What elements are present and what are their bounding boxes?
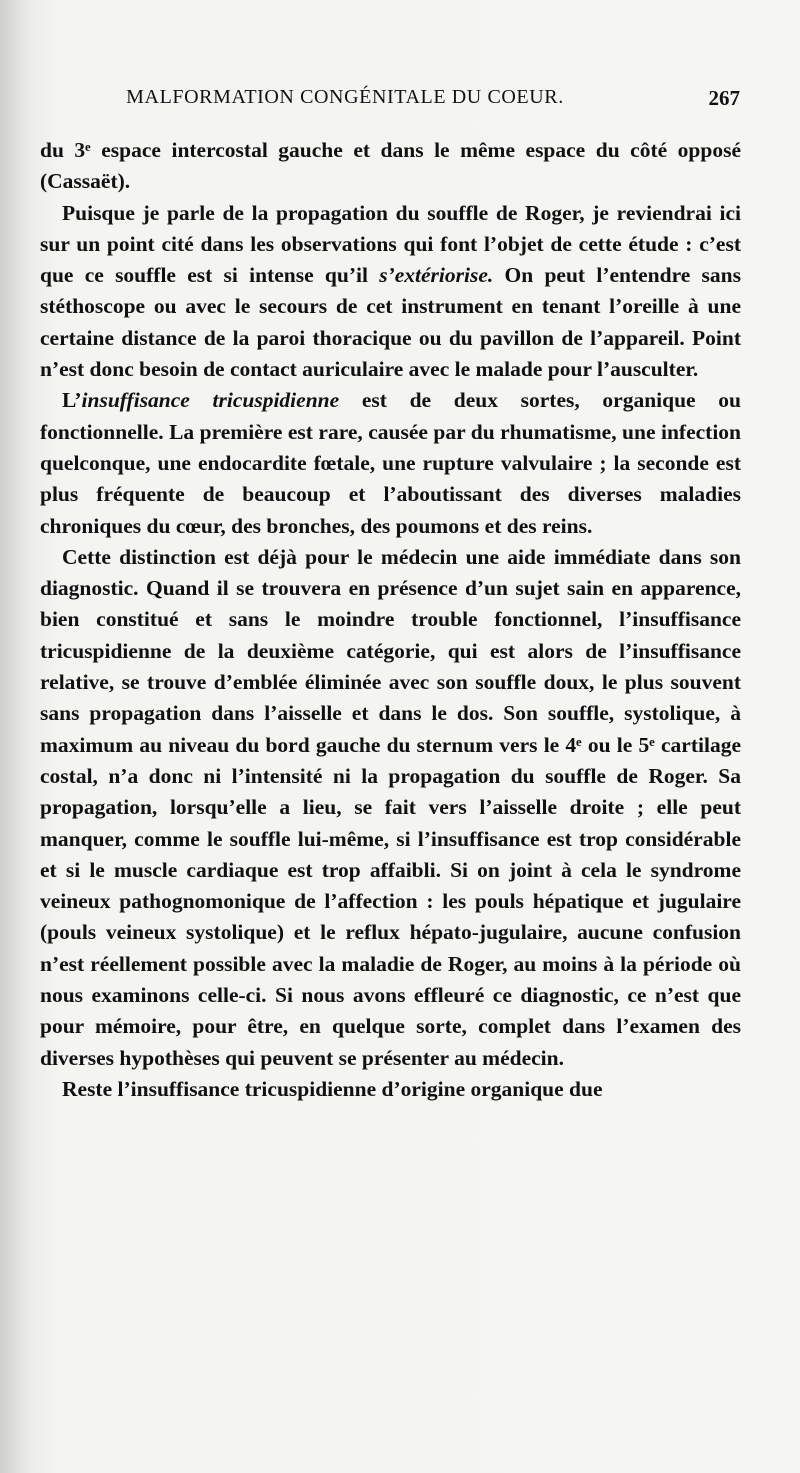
paragraph-propagation [40, 198, 741, 386]
paragraph-text: est de deux sortes, organique ou fonctionnelle. La première est rare, causée par du rhumatisme, une infection quelconque, une endocardite fœtale, une rupture valvulaire ; la seconde est plus fréquente de beaucoup et l’aboutissant des diverses maladies chroniques du cœur, des bronches, des poumons et des reins. [40, 388, 741, 538]
running-title: MALFORMATION CONGÉNITALE DU COEUR. [126, 86, 564, 108]
body-text [40, 135, 741, 1105]
page-number: 267 [708, 86, 740, 110]
paragraph-insuffisance [40, 385, 741, 541]
paragraph-distinction: Cette distinction est déjà pour le médecin une aide immédiate dans son diagnostic. Quand il se trouvera en présence d’un sujet sain en apparence, bien constitué et sans le moindre trouble fonctionnel, l’insuffisance tricuspidienne de la deuxième catégorie, qui est alors de l’insuffisance relative, se trouve d’emblée éliminée avec son souffle doux, le plus souvent sans propagation dans l’aisselle et dans le dos. Son souffle, systolique, à maximum au niveau du bord gauche du sternum vers le 4ᵉ ou le 5ᵉ cartilage costal, n’a donc ni l’intensité ni la propagation du souffle de Roger. Sa propagation, lorsqu’elle a lieu, se fait vers l’aisselle droite ; elle peut manquer, comme le souffle lui-même, si l’insuffisance est trop considérable et si le muscle cardiaque est trop affaibli. Si on joint à cela le syndrome veineux pathognomonique de l’affection : les pouls hépatique et jugulaire (pouls veineux systolique) et le reflux hépato-jugulaire, aucune confusion n’est réellement possible avec la maladie de Roger, au moins à la période où nous examinons celle-ci. Si nous avons effleuré ce diagnostic, ce n’est que pour mémoire, pour être, en quelque sorte, complet dans l’examen des diverses hypothèses qui peuvent se présenter au médecin. [40, 544, 741, 1070]
paragraph-text: L’ [62, 388, 82, 413]
italic-term: insuffisance tricuspidienne [81, 388, 340, 413]
page-header [40, 86, 740, 120]
paragraph-text: Puisque je parle de la propagation du souffle de Roger, je reviendrai ici sur un point cité dans les observations qui font l’objet de cette étude : c’est que ce souffle est si intense qu’il [40, 200, 741, 288]
italic-term: s’extériorise. [379, 263, 494, 288]
paragraph-reste: Reste l’insuffisance tricuspidienne d’origine organique due [62, 1076, 603, 1101]
paragraph-text: On peut l’entendre sans stéthoscope ou avec le secours de cet instrument en tenant l’oreille à une certaine distance de la paroi thoracique ou du pavillon de l’appareil. Point n’est donc besoin de contact auriculaire avec le malade pour l’ausculter. [40, 263, 741, 382]
paragraph-continuation: du 3ᵉ espace intercostal gauche et dans le même espace du côté opposé (Cassaët). [40, 138, 741, 194]
